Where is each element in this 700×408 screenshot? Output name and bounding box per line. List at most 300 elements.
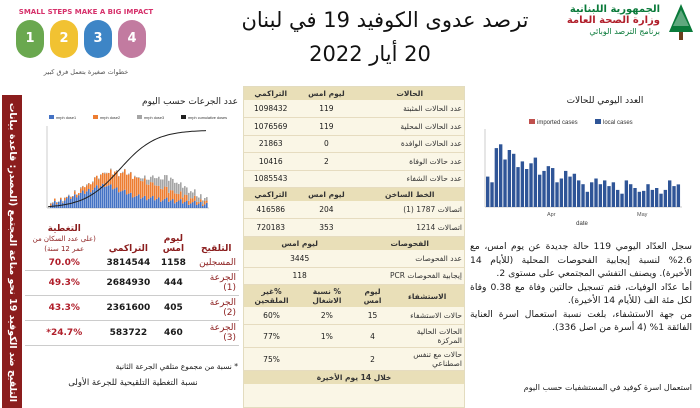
- vaccine-bar: [92, 182, 94, 189]
- vaccine-bar: [102, 173, 104, 184]
- vaccine-bar: [176, 194, 178, 202]
- cell-coverage: 43.3%: [25, 296, 103, 321]
- vaccine-bar: [84, 187, 86, 194]
- vaccine-bar: [144, 196, 146, 208]
- vaccine-bar: [74, 194, 76, 208]
- vaccine-bar: [202, 206, 204, 208]
- table-footer: خلال 14 يوم الأخيرة: [244, 371, 464, 385]
- table-row: [25, 321, 239, 346]
- ministry-logo-text: [540, 4, 660, 37]
- daily-bar: [607, 186, 610, 207]
- vaccine-bar: [80, 187, 82, 188]
- hospital-beds-title: استعمال اسرة كوفيد في المستشفيات حسب اليوم: [523, 383, 692, 392]
- vaccine-bar: [196, 202, 198, 205]
- vaccine-bar: [200, 194, 202, 199]
- vaccine-chart-legend: [49, 115, 227, 120]
- vaccine-bar: [194, 196, 196, 201]
- step-badge: 4: [118, 20, 146, 58]
- vaccine-bar: [184, 195, 186, 202]
- row-label: عدد حالات الوفاة: [355, 153, 464, 171]
- daily-bar: [586, 192, 589, 207]
- vaccine-bar: [190, 198, 192, 203]
- vaccine-bar: [100, 186, 102, 208]
- col-cumulative: التراكمي: [244, 87, 297, 100]
- daily-bar: [521, 161, 524, 207]
- table-row: [244, 325, 464, 348]
- side-band: [2, 95, 22, 408]
- vaccine-bar: [100, 174, 102, 175]
- cell-yesterday: 4: [355, 325, 391, 348]
- vaccine-bar: [88, 189, 90, 208]
- vaccine-bar: [186, 187, 188, 195]
- vaccine-bar: [172, 179, 174, 191]
- table-row: [25, 256, 239, 271]
- daily-bar: [655, 188, 658, 207]
- table-row: [25, 271, 239, 296]
- vaccine-bar: [156, 199, 158, 208]
- cell-cumulative: 21863: [244, 135, 297, 153]
- row-label: عدد الفحوصات: [355, 250, 464, 268]
- row-label: الجرعة (2): [193, 296, 239, 321]
- vaccine-bar: [84, 194, 86, 208]
- vaccine-bar: [202, 204, 204, 206]
- vaccine-bar: [190, 203, 192, 208]
- vaccine-bar: [164, 175, 166, 187]
- vaccine-bar: [192, 202, 194, 208]
- cell-cumulative: 3814544: [103, 256, 153, 271]
- daily-bar: [516, 167, 519, 207]
- vaccine-bar: [64, 198, 66, 199]
- daily-bar: [508, 150, 511, 207]
- vaccine-bar: [176, 202, 178, 208]
- cell-yesterday: 0: [297, 135, 355, 153]
- cell-cumulative: 583722: [103, 321, 153, 346]
- row-label: اتصالات 1787 (1): [355, 201, 464, 219]
- daily-bar: [503, 160, 506, 208]
- cell-unvaccinated: 77%: [244, 325, 299, 348]
- cell-occupancy: [299, 348, 355, 371]
- legend-swatch: [181, 115, 186, 119]
- vaccine-bar: [126, 194, 128, 208]
- daily-bar: [529, 163, 532, 207]
- daily-bar: [542, 171, 545, 207]
- vaccine-bar: [150, 197, 152, 208]
- row-label: عدد الحالات المثبتة: [355, 100, 464, 118]
- col-occupancy: % نسبة الاشغال: [299, 285, 355, 307]
- vaccine-bar: [160, 202, 162, 208]
- cell-yesterday: 119: [297, 118, 355, 136]
- description-p3: من جهة الاستشفاء، بلغت نسبة استعمال اسرة العناية الفائقة 1% (4 أسرة من اصل 336).: [470, 308, 692, 333]
- col-yesterday: ليوم امس: [162, 234, 185, 254]
- vaccine-bar: [162, 179, 164, 189]
- vaccine-bar: [152, 182, 154, 196]
- cell-yesterday: 119: [297, 100, 355, 118]
- col-yesterday: ليوم امس: [244, 236, 355, 250]
- vaccine-bar: [158, 197, 160, 208]
- daily-bar: [490, 182, 493, 207]
- step-badge: 3: [84, 20, 112, 58]
- daily-bar: [525, 169, 528, 207]
- vaccine-bar: [100, 175, 102, 186]
- daily-bar: [555, 182, 558, 207]
- vaccine-bar: [56, 203, 58, 204]
- vaccine-bar: [170, 200, 172, 208]
- cell-yesterday: 204: [297, 201, 355, 219]
- table-row: [244, 219, 464, 237]
- vaccine-bar: [70, 197, 72, 198]
- cell-occupancy: 1%: [299, 325, 355, 348]
- daily-bar: [568, 177, 571, 207]
- ministry-line2: وزارة الصحة العامة: [566, 15, 660, 26]
- vaccine-bar: [120, 191, 122, 208]
- vaccine-bar: [138, 177, 140, 178]
- vaccine-bar: [200, 199, 202, 202]
- table-row: [244, 348, 464, 371]
- vaccine-bar: [150, 177, 152, 182]
- campaign-subtitle: خطوات صغيرة بتعمل فرق كبير: [43, 68, 129, 76]
- legend-local-swatch: [595, 119, 601, 124]
- daily-bar: [499, 144, 502, 207]
- cell-yesterday: 15: [355, 307, 391, 325]
- vaccine-bar: [74, 190, 76, 191]
- vaccine-bar: [106, 186, 108, 208]
- vaccine-bar: [154, 185, 156, 200]
- cell-unvaccinated: 60%: [244, 307, 299, 325]
- coverage-note: (على عدد السكان من عمر 12 سنة): [32, 235, 96, 253]
- table-row: [244, 201, 464, 219]
- cell-yesterday: [297, 170, 355, 188]
- vaccine-bar: [168, 202, 170, 208]
- row-label: حالات الاستشفاء: [390, 307, 464, 325]
- step-badge: 1: [16, 20, 44, 58]
- vaccine-bar: [96, 185, 98, 208]
- vaccine-bar: [128, 175, 130, 194]
- vaccine-bar: [178, 201, 180, 208]
- table-row: [244, 153, 464, 171]
- vaccine-bar: [166, 198, 168, 208]
- vaccine-bar: [198, 198, 200, 203]
- vaccine-bar: [142, 197, 144, 208]
- vaccine-bar: [152, 175, 154, 182]
- daily-bar: [642, 191, 645, 207]
- row-label: عدد الحالات المحلية: [355, 118, 464, 136]
- col-hosp: الاستشفاء: [390, 285, 464, 307]
- legend-imported-label: imported cases: [537, 120, 578, 126]
- daily-bar: [495, 148, 498, 207]
- hospitalization-table: [244, 285, 464, 384]
- vaccine-doses-chart: [27, 112, 237, 218]
- vaccine-bar: [66, 198, 68, 208]
- cell-yesterday: 2: [355, 348, 391, 371]
- vaccine-bar: [126, 175, 128, 195]
- row-label: الجرعة (1): [193, 271, 239, 296]
- daily-bar: [659, 194, 662, 207]
- cell-yesterday: 2: [297, 153, 355, 171]
- vaccine-bar: [182, 188, 184, 198]
- table-row: [25, 296, 239, 321]
- row-label: اتصالات 1214: [355, 219, 464, 237]
- daily-bar: [577, 180, 580, 207]
- description-p2: أما عدّاد الوفيات، فتم تسجيل حالتين وفاة مع 0.38 وفاة لكل مئة الف (للأيام 14 الأخيرة).: [470, 281, 692, 306]
- vaccine-bar: [88, 183, 90, 184]
- daily-bar: [616, 190, 619, 207]
- vaccine-bar: [118, 192, 120, 208]
- vaccine-bar: [106, 173, 108, 174]
- vaccine-bar: [136, 196, 138, 208]
- step-badge: 2: [50, 20, 78, 58]
- vaccine-bar: [186, 201, 188, 208]
- vaccine-bar: [128, 174, 130, 175]
- vaccine-bar: [194, 189, 196, 196]
- vaccine-bar: [146, 184, 148, 200]
- vaccine-bar: [86, 185, 88, 191]
- vaccine-bar: [60, 198, 62, 200]
- cell-yesterday: 444: [153, 271, 193, 296]
- description-p1: سجل العدّاد اليومي 119 حالة جديدة عن يوم امس، مع 2.6% لنسبة إيجابية الفحوصات المحلية (للأيام 14 الأخيرة). ويصنف التفشي المجتمعي على مستوى 2.: [470, 241, 692, 279]
- vaccine-bar: [206, 203, 208, 208]
- vaccine-bar: [134, 197, 136, 208]
- cell-yesterday: 1158: [153, 256, 193, 271]
- vaccine-bar: [146, 200, 148, 208]
- row-label: المسجلين: [193, 256, 239, 271]
- vaccine-bar: [204, 204, 206, 208]
- daily-bar: [581, 184, 584, 207]
- legend-local-label: local cases: [603, 120, 633, 126]
- vaccine-bar: [60, 200, 62, 209]
- vaccine-bar: [120, 173, 122, 191]
- vaccine-bar: [110, 184, 112, 208]
- vaccine-bar: [192, 193, 194, 199]
- vaccine-bar: [110, 169, 112, 170]
- vaccine-bar: [86, 184, 88, 185]
- vaccine-bar: [132, 179, 134, 198]
- vaccine-bar: [108, 173, 110, 185]
- vaccine-bar: [64, 198, 66, 200]
- vaccine-bar: [96, 176, 98, 185]
- table-row: [244, 135, 464, 153]
- row-label: إيجابية الفحوصات PCR: [355, 267, 464, 285]
- vaccine-bar: [142, 181, 144, 197]
- vaccine-bar: [158, 186, 160, 198]
- vaccine-bar: [138, 194, 140, 208]
- vaccine-bar: [110, 170, 112, 185]
- vaccine-bar: [74, 191, 76, 194]
- col-yesterday: ليوم امس: [355, 285, 391, 307]
- col-cases: الحالات: [355, 87, 464, 100]
- vaccine-bar: [98, 180, 100, 189]
- cell-yesterday: 405: [153, 296, 193, 321]
- vaccination-table: [25, 222, 239, 346]
- vaccine-bar: [138, 178, 140, 195]
- vaccine-bar: [50, 204, 52, 206]
- vaccine-bar: [168, 181, 170, 193]
- vaccine-bar: [78, 193, 80, 195]
- cell-yesterday: 460: [153, 321, 193, 346]
- daily-bar: [512, 154, 515, 207]
- vaccine-bar: [58, 201, 60, 202]
- vaccine-bar: [144, 179, 146, 196]
- daily-bar: [612, 182, 615, 207]
- table-row: [244, 170, 464, 188]
- table-row: [244, 267, 464, 285]
- vaccine-bar: [118, 176, 120, 192]
- vaccine-bar: [206, 197, 208, 201]
- vaccine-bar: [122, 172, 124, 173]
- vaccine-bar: [76, 194, 78, 195]
- cell-cumulative: 1085543: [244, 170, 297, 188]
- vaccine-bar: [124, 169, 126, 170]
- vaccine-bar: [52, 203, 54, 208]
- cell-cumulative: 416586: [244, 201, 297, 219]
- daily-bar: [633, 188, 636, 207]
- col-hotline: الخط الساخن: [355, 188, 464, 202]
- vaccine-bar: [196, 205, 198, 208]
- vaccine-bar: [130, 172, 132, 173]
- vaccine-bar: [164, 199, 166, 208]
- legend-label: mrph cumulative doses: [188, 116, 228, 120]
- page-date: 20 أيار 2022: [309, 42, 431, 66]
- campaign-title: SMALL STEPS MAKE A BIG IMPACT: [18, 8, 154, 16]
- daily-bar: [677, 184, 680, 207]
- vaccine-bar: [88, 184, 90, 190]
- legend-label: mrph dose2: [100, 116, 121, 120]
- x-axis-label: date: [576, 221, 588, 227]
- legend-label: mrph dose3: [144, 116, 165, 120]
- vaccine-bar: [186, 195, 188, 201]
- vaccine-bar: [56, 202, 58, 203]
- vaccine-bar: [132, 198, 134, 209]
- legend-swatch: [49, 115, 54, 119]
- vaccine-bar: [124, 190, 126, 208]
- vaccine-bar: [172, 199, 174, 208]
- daily-bars: [486, 144, 680, 207]
- daily-bar: [551, 168, 554, 207]
- daily-bar: [625, 180, 628, 207]
- vaccine-bar: [154, 200, 156, 208]
- vaccine-bar: [194, 201, 196, 208]
- daily-bar: [590, 182, 593, 207]
- cedar-logo-icon: [666, 2, 696, 42]
- vaccine-bar: [174, 203, 176, 208]
- vaccine-bar: [140, 178, 142, 181]
- daily-bar: [534, 158, 537, 207]
- vaccine-bar: [160, 189, 162, 202]
- cell-cumulative: 1098432: [244, 100, 297, 118]
- vaccine-bar: [200, 202, 202, 208]
- vaccine-bar: [98, 188, 100, 208]
- vaccine-bar: [92, 181, 94, 182]
- daily-bar: [638, 192, 641, 207]
- vaccine-bar: [98, 179, 100, 180]
- vaccine-bar: [152, 196, 154, 208]
- cell-yesterday: 3445: [244, 250, 355, 268]
- cases-table: [244, 87, 464, 285]
- row-label: عدد حالات الشفاء: [355, 170, 464, 188]
- legend-swatch: [93, 115, 98, 119]
- vaccine-bar: [50, 203, 52, 204]
- vaccine-bar: [128, 194, 130, 208]
- table-row: [244, 250, 464, 268]
- vaccine-bar: [80, 188, 82, 193]
- vaccine-bar: [198, 202, 200, 204]
- vaccine-bar: [76, 195, 78, 198]
- vaccine-bar: [94, 177, 96, 178]
- ministry-line1: الجمهورية اللبنانية: [569, 4, 660, 15]
- vaccine-bar: [92, 190, 94, 208]
- vaccine-bar: [188, 205, 190, 208]
- vaccine-bar: [114, 188, 116, 208]
- vaccine-bar: [58, 202, 60, 208]
- vaccine-bar: [76, 198, 78, 209]
- vaccine-bar: [158, 177, 160, 186]
- vaccine-bar: [166, 175, 168, 187]
- vaccine-bar: [140, 199, 142, 208]
- row-label: حالات مع تنفس اصطناعي: [390, 348, 464, 371]
- vaccine-bar: [170, 190, 172, 200]
- vaccine-bar: [156, 178, 158, 186]
- vaccine-bar: [134, 177, 136, 197]
- vaccine-bar: [68, 195, 70, 196]
- daily-bar: [668, 180, 671, 207]
- vaccine-bar: [160, 179, 162, 189]
- vaccine-bar: [86, 191, 88, 208]
- vaccine-bar: [54, 201, 56, 208]
- vaccine-bar: [142, 178, 144, 181]
- vaccine-bar: [180, 199, 182, 208]
- daily-bar: [603, 180, 606, 207]
- daily-bar: [664, 190, 667, 207]
- vaccine-bar: [148, 180, 150, 185]
- x-tick-apr: Apr: [547, 212, 556, 218]
- vaccine-bar: [168, 193, 170, 202]
- vaccine-bar: [204, 201, 206, 204]
- vaccine-bar: [70, 197, 72, 199]
- vaccine-bar: [176, 183, 178, 194]
- cell-coverage: 24.7%*: [25, 321, 103, 346]
- vaccine-bar: [62, 202, 64, 203]
- daily-bar: [651, 190, 654, 207]
- vaccine-bar: [68, 196, 70, 208]
- vaccine-bar: [144, 176, 146, 179]
- vaccine-bar: [202, 200, 204, 204]
- vaccine-bar: [196, 196, 198, 202]
- page-title: ترصد عدوى الكوفيد 19 في لبنان: [241, 8, 529, 32]
- vaccine-bar: [178, 194, 180, 201]
- daily-bar: [564, 171, 567, 207]
- vaccine-bar: [182, 197, 184, 203]
- vaccine-bar: [148, 185, 150, 199]
- col-cumulative: التراكمي: [244, 188, 297, 202]
- row-label: عدد الحالات الوافدة: [355, 135, 464, 153]
- col-yesterday: ليوم امس: [297, 188, 355, 202]
- vaccine-bar: [190, 191, 192, 198]
- vaccine-bar: [146, 180, 148, 185]
- vaccine-footnote: * نسبة من مجموع متلقي الجرعة الثانية: [115, 362, 238, 371]
- vaccine-bar: [124, 169, 126, 189]
- cell-yesterday: 353: [297, 219, 355, 237]
- daily-bar: [672, 186, 675, 207]
- vaccine-bar: [204, 198, 206, 201]
- vaccine-bar: [112, 189, 114, 208]
- daily-bar: [620, 194, 623, 207]
- vaccine-bar: [192, 199, 194, 203]
- legend-label: mrph dose1: [56, 116, 77, 120]
- col-coverage: [25, 222, 103, 256]
- cell-coverage: 70.0%: [25, 256, 103, 271]
- vaccine-bar: [54, 199, 56, 201]
- table-row: [244, 100, 464, 118]
- vaccine-bar: [184, 186, 186, 195]
